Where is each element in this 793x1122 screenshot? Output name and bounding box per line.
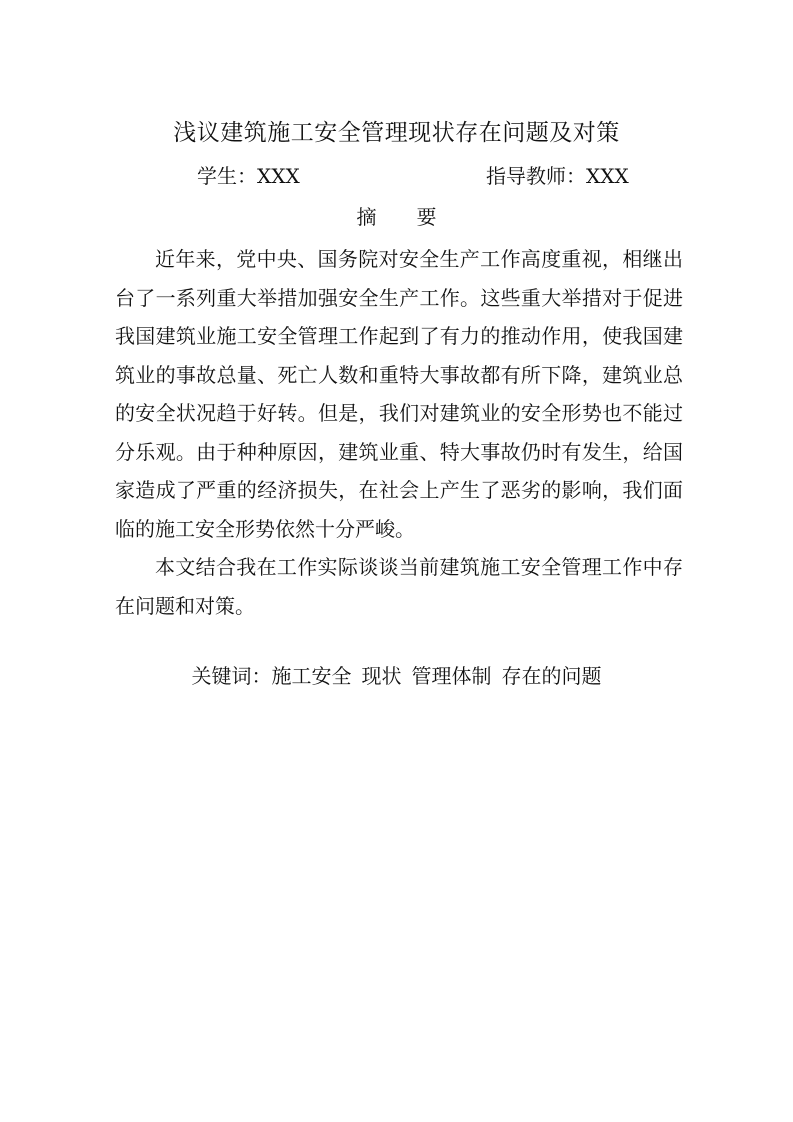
keywords-line bbox=[0, 660, 793, 692]
abstract-body bbox=[115, 240, 683, 625]
abstract-paragraph-2: 本文结合我在工作实际谈谈当前建筑施工安全管理工作中存在问题和对策。 bbox=[115, 555, 683, 618]
keyword-2: 现状 bbox=[361, 664, 402, 688]
abstract-heading bbox=[0, 200, 793, 234]
keyword-4: 存在的问题 bbox=[501, 664, 602, 688]
keywords-label: 关键词： bbox=[191, 664, 272, 688]
abstract-paragraph-1: 近年来，党中央、国务院对安全生产工作高度重视，相继出台了一系列重大举措加强安全生产工作。这些重大举措对于促进我国建筑业施工安全管理工作起到了有力的推动作用，使我国建筑业的事故总量、死亡人数和重特大事故都有所下降，建筑业总的安全状况趋于好转。但是，我们对建筑业的安全形势也不能过分乐观。由于种种原因，建筑业重、特大事故仍时有发生，给国家造成了严重的经济损失，在社会上产生了恶劣的影响，我们面临的施工安全形势依然十分严峻。 bbox=[115, 247, 683, 541]
student-name: 学生：XXX bbox=[197, 164, 300, 188]
keyword-3: 管理体制 bbox=[411, 664, 492, 688]
abstract-heading-char-1: 摘 bbox=[356, 205, 377, 229]
document-title: 浅议建筑施工安全管理现状存在问题及对策 bbox=[173, 120, 620, 146]
keyword-1: 施工安全 bbox=[271, 664, 352, 688]
abstract-heading-char-2: 要 bbox=[416, 205, 437, 229]
advisor-name: 指导教师：XXX bbox=[486, 164, 629, 188]
author-line bbox=[0, 160, 793, 192]
